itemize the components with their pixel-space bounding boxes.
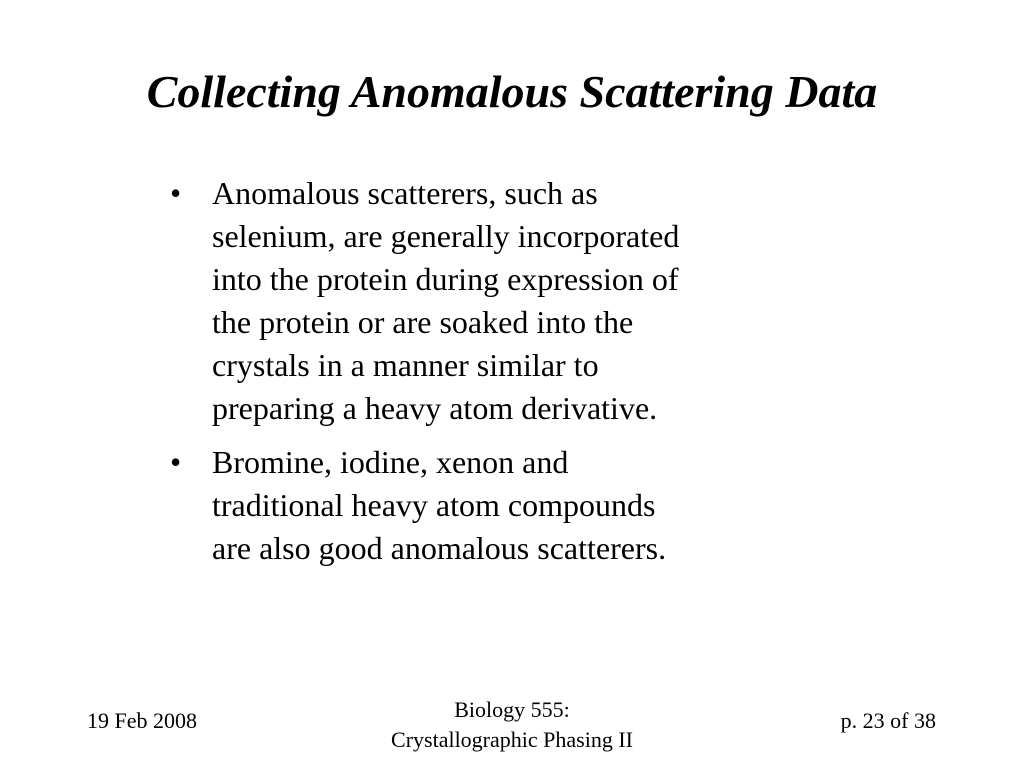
bullet-text-line: into the protein during expression of — [212, 261, 679, 297]
footer-course-line2: Crystallographic Phasing II — [391, 727, 633, 752]
footer-date: 19 Feb 2008 — [87, 708, 197, 733]
bullet-marker: • — [170, 444, 182, 480]
bullet-marker: • — [170, 175, 182, 211]
bullet-item — [170, 172, 810, 430]
bullet-text-line: preparing a heavy atom derivative. — [212, 390, 658, 426]
footer-page-number: p. 23 of 38 — [840, 708, 936, 733]
bullet-text-line: are also good anomalous scatterers. — [212, 530, 667, 566]
bullet-text-line: Bromine, iodine, xenon and — [212, 444, 569, 480]
bullet-text-line: the protein or are soaked into the — [212, 304, 634, 340]
bullet-item — [170, 441, 810, 570]
footer-course — [312, 695, 712, 755]
bullet-text-line: selenium, are generally incorporated — [212, 218, 680, 254]
bullet-text-line: crystals in a manner similar to — [212, 347, 599, 383]
bullet-text-line: traditional heavy atom compounds — [212, 487, 656, 523]
slide-title: Collecting Anomalous Scattering Data — [146, 66, 878, 117]
footer-course-line1: Biology 555: — [454, 697, 570, 722]
bullet-list — [170, 172, 810, 581]
bullet-text-line: Anomalous scatterers, such as — [212, 175, 598, 211]
